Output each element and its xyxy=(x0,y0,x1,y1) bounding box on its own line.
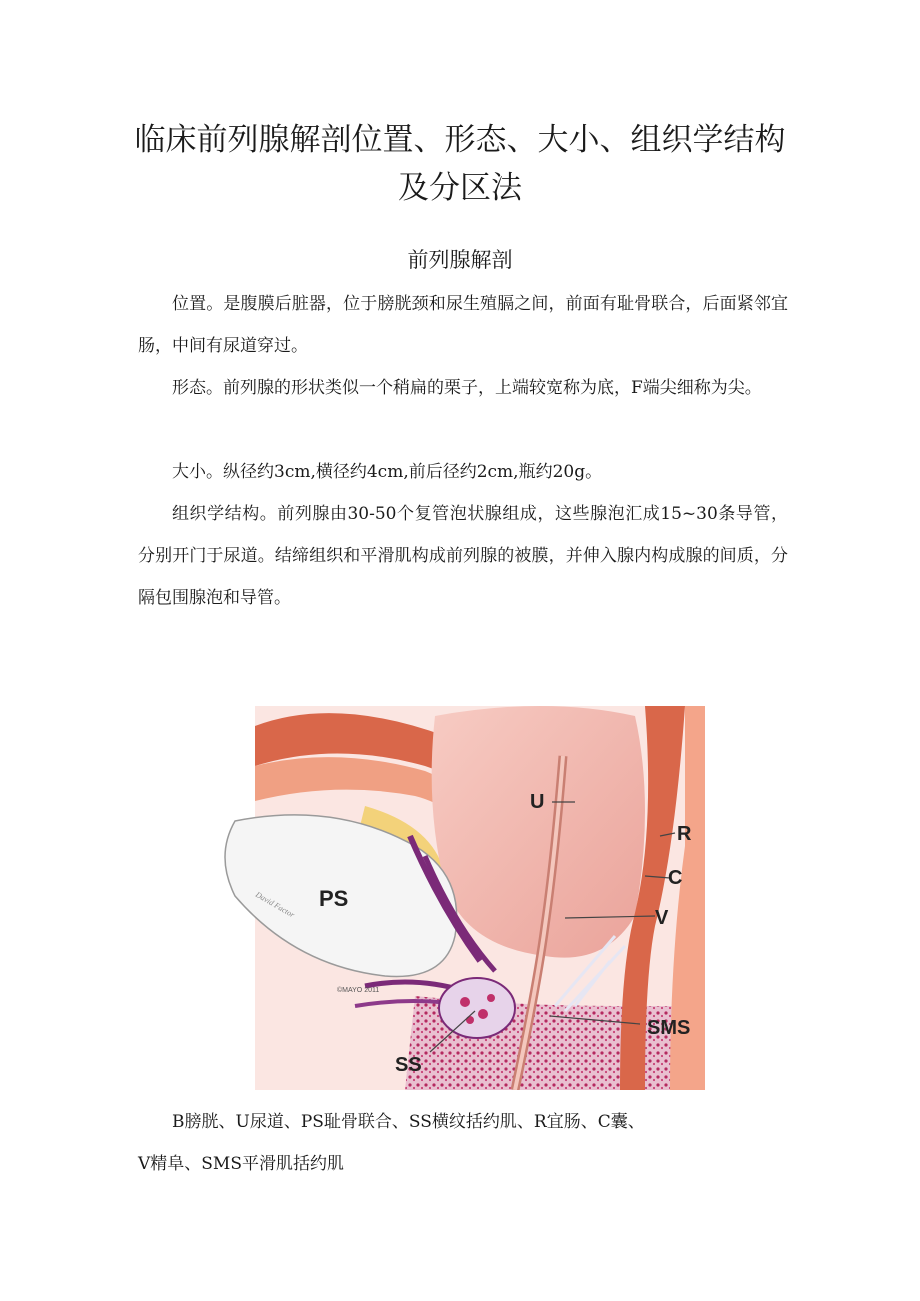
label-u: U xyxy=(530,791,545,813)
paragraph-size: 大小。纵径约3cm,横径约4cm,前后径约2cm,瓶约20g。 xyxy=(172,462,603,482)
paragraph-position: 位置。是腹膜后脏器，位于膀胱颈和尿生殖膈之间，前面有耻骨联合，后面紧邻宜肠，中间有尿道穿过。 xyxy=(138,294,788,356)
figure-caption xyxy=(138,1101,788,1185)
label-v: V xyxy=(655,907,669,929)
caption-line-2: V精阜、SMS平滑肌括约肌 xyxy=(138,1154,344,1174)
watermark: ©MAYO 2011 xyxy=(337,987,380,994)
label-r: R xyxy=(677,823,692,845)
anatomy-illustration xyxy=(215,706,705,1090)
caption-line-1: B膀胱、U尿道、PS耻骨联合、SS横纹括约肌、R宜肠、C囊、 xyxy=(172,1112,645,1132)
label-ps: PS xyxy=(319,886,349,911)
document-title: 临床前列腺解剖位置、形态、大小、组织学结构及分区法 xyxy=(134,122,786,206)
label-sms: SMS xyxy=(647,1017,691,1039)
label-c: C xyxy=(668,867,683,889)
anatomy-svg xyxy=(215,706,705,1090)
paragraph-histology: 组织学结构。前列腺由30-50个复管泡状腺组成，这些腺泡汇成15~30条导管，分别开门于尿道。结缔组织和平滑肌构成前列腺的被膜，并伸入腺内构成腺的间质，分隔包围腺泡和导管。 xyxy=(138,504,788,608)
label-ss: SS xyxy=(395,1054,422,1076)
section-heading: 前列腺解剖 xyxy=(407,248,513,272)
artist-signature: David Factor xyxy=(254,889,297,920)
paragraph-shape: 形态。前列腺的形状类似一个稍扁的栗子，上端较宽称为底，F端尖细称为尖。 xyxy=(172,378,762,398)
